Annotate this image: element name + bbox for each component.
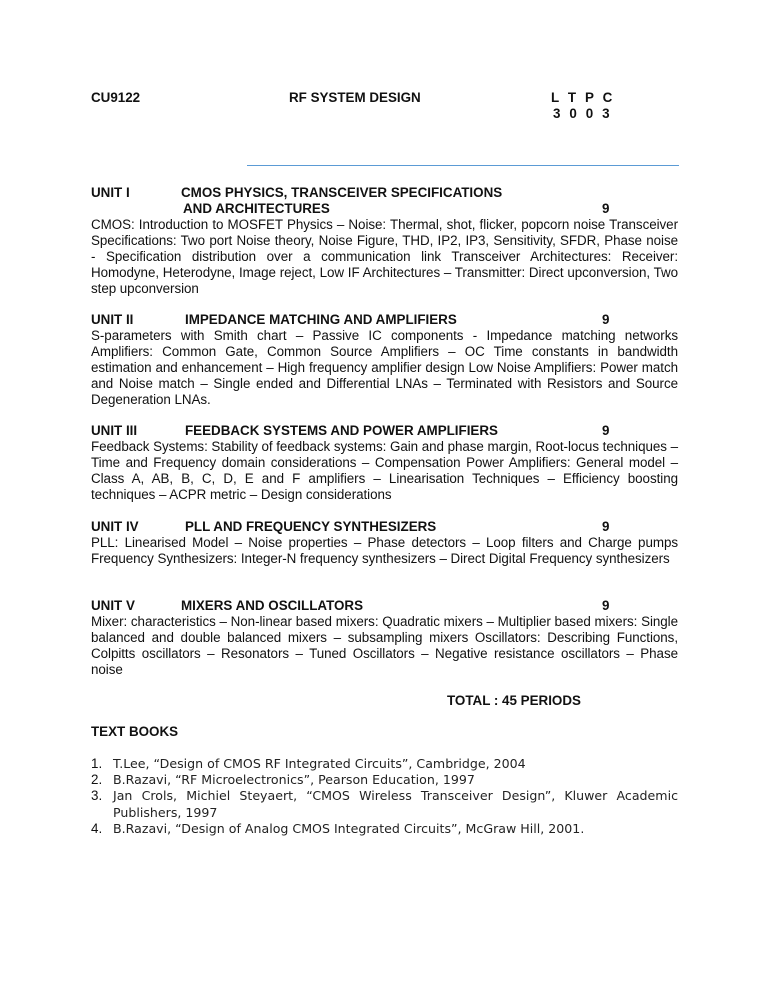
textbook-citation: Jan Crols, Michiel Steyaert, “CMOS Wireless Transceiver Design”, Kluwer Academic Publishers, 1997 bbox=[113, 788, 678, 820]
unit-5 bbox=[91, 598, 678, 678]
textbook-number: 2. bbox=[91, 772, 103, 788]
unit-title: IMPEDANCE MATCHING AND AMPLIFIERS bbox=[185, 312, 457, 327]
unit-description: S-parameters with Smith chart – Passive IC components - Impedance matching networks Amplifiers: Common Gate, Common Source Amplifiers – OC Time constants in bandwidth estimation and enhancement – High frequency amplifier design Low Noise Amplifiers: Power match and Noise match – Single ended and Differential LNAs – Terminated with Resistors and Source Degeneration LNAs. bbox=[91, 328, 678, 407]
unit-heading bbox=[91, 598, 678, 614]
unit-heading-continued bbox=[91, 201, 678, 217]
textbook-citation: B.Razavi, “Design of Analog CMOS Integrated Circuits”, McGraw Hill, 2001. bbox=[113, 820, 585, 836]
unit-3 bbox=[91, 423, 678, 503]
unit-hours: 9 bbox=[602, 312, 610, 327]
unit-number: UNIT V bbox=[91, 598, 135, 613]
unit-description: Mixer: characteristics – Non-linear based mixers: Quadratic mixers – Multiplier based mixers: Single balanced and double balanced mixers – subsampling mixers Oscillators: Describing Functions, Colpitts oscillators – Resonators – Tuned Oscillators – Negative resistance oscillators – Phase noise bbox=[91, 614, 678, 677]
unit-description: Feedback Systems: Stability of feedback systems: Gain and phase margin, Root-locus techniques – Time and Frequency domain considerations – Compensation Power Amplifiers: General model – Class A, AB, B, C, D, E and F amplifiers – Linearisation Techniques – Efficiency boosting techniques – ACPR metric – Design considerations bbox=[91, 439, 678, 502]
ltpc-label: L T P C bbox=[551, 90, 613, 105]
unit-title: FEEDBACK SYSTEMS AND POWER AMPLIFIERS bbox=[185, 423, 498, 438]
unit-number: UNIT I bbox=[91, 185, 130, 200]
unit-heading bbox=[91, 312, 678, 328]
unit-description: PLL: Linearised Model – Noise properties – Phase detectors – Loop filters and Charge pumps Frequency Synthesizers: Integer-N frequency synthesizers – Direct Digital Frequency synthesizers bbox=[91, 535, 678, 566]
header-divider bbox=[247, 165, 679, 166]
unit-number: UNIT III bbox=[91, 423, 138, 438]
unit-hours: 9 bbox=[602, 201, 610, 216]
textbook-item bbox=[91, 788, 678, 820]
unit-1 bbox=[91, 185, 678, 297]
total-periods: TOTAL : 45 PERIODS bbox=[447, 693, 581, 708]
course-title: RF SYSTEM DESIGN bbox=[289, 90, 421, 105]
unit-hours: 9 bbox=[602, 519, 610, 534]
textbook-number: 4. bbox=[91, 820, 103, 836]
ltpc-values: 3 0 0 3 bbox=[553, 106, 611, 121]
textbook-citation: T.Lee, “Design of CMOS RF Integrated Circuits”, Cambridge, 2004 bbox=[113, 756, 526, 771]
textbooks-list bbox=[91, 756, 678, 837]
textbook-item bbox=[91, 772, 678, 788]
unit-2 bbox=[91, 312, 678, 408]
unit-heading bbox=[91, 423, 678, 439]
unit-heading bbox=[91, 519, 678, 535]
unit-hours: 9 bbox=[602, 598, 610, 613]
textbook-item bbox=[91, 756, 678, 772]
unit-title: CMOS PHYSICS, TRANSCEIVER SPECIFICATIONS bbox=[181, 185, 503, 200]
unit-title-continued: AND ARCHITECTURES bbox=[183, 201, 330, 216]
textbook-citation: B.Razavi, “RF Microelectronics”, Pearson Education, 1997 bbox=[113, 772, 475, 788]
unit-hours: 9 bbox=[602, 423, 610, 438]
textbook-number: 1. bbox=[91, 756, 103, 771]
textbook-number: 3. bbox=[91, 788, 103, 804]
unit-number: UNIT IV bbox=[91, 519, 139, 534]
textbook-item bbox=[91, 821, 678, 837]
unit-description: CMOS: Introduction to MOSFET Physics – Noise: Thermal, shot, flicker, popcorn noise Transceiver Specifications: Two port Noise theory, Noise Figure, THD, IP2, IP3, Sensitivity, SFDR, Phase noise - Specification distribution over a communication link Transceiver Architectures: Receiver: Homodyne, Heterodyne, Image reject, Low IF Architectures – Transmitter: Direct upconversion, Two step upconversion bbox=[91, 217, 678, 296]
unit-4 bbox=[91, 519, 678, 567]
unit-number: UNIT II bbox=[91, 312, 134, 327]
unit-title: MIXERS AND OSCILLATORS bbox=[181, 598, 364, 613]
course-code: CU9122 bbox=[91, 90, 141, 105]
unit-heading bbox=[91, 185, 678, 201]
textbooks-heading: TEXT BOOKS bbox=[91, 724, 179, 739]
unit-title: PLL AND FREQUENCY SYNTHESIZERS bbox=[185, 519, 437, 534]
